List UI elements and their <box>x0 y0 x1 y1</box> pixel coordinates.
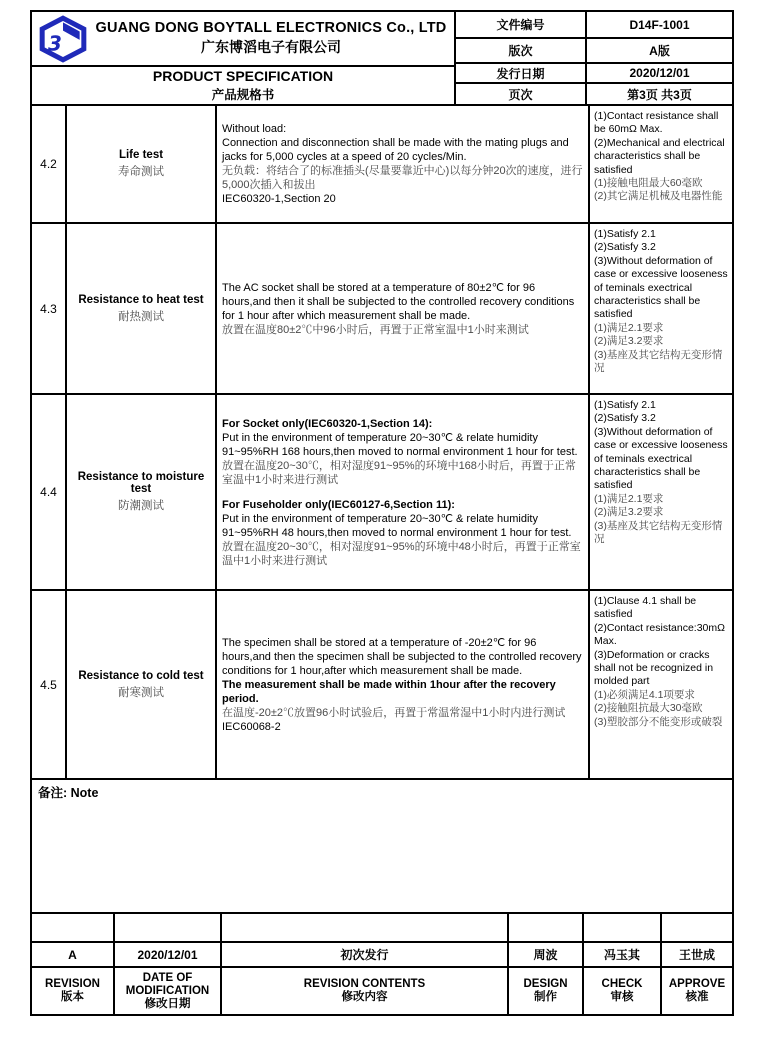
spec-row <box>32 395 732 591</box>
revision-header-row <box>32 968 732 1014</box>
company-block <box>32 12 454 67</box>
text-line: 修改日期 <box>144 997 191 1010</box>
spec-test-name-cn: 耐寒测试 <box>118 686 164 699</box>
text-line: The measurement shall be made within 1hour after the recovery period. <box>222 678 556 705</box>
revision-entry-row <box>32 943 732 968</box>
text-line: (2)Mechanical and electrical characteristics shall be satisfied <box>594 136 725 176</box>
spec-test-name <box>67 591 217 778</box>
doc-info-row <box>456 39 732 64</box>
text-line: (2)其它满足机械及电器性能 <box>594 190 723 203</box>
spec-clause-number: 4.2 <box>32 106 67 222</box>
doc-info-label: 发行日期 <box>456 64 587 82</box>
company-logo-icon <box>38 15 88 63</box>
text-line: (3)基座及其它结构无变形情况 <box>594 519 723 546</box>
text-line: DATE OF MODIFICATION <box>125 971 210 997</box>
text-line: 审核 <box>610 991 634 1003</box>
spec-test-name-cn: 寿命测试 <box>118 166 164 178</box>
document-header <box>30 10 734 106</box>
text-line: The specimen shall be stored at a temperature of -20±2℃ for 96 hours,and then the specimen shall be subjected to the controlled recovery conditions for 1 hour,after which measurement shall be made. <box>222 636 582 677</box>
note-label: 备注: Note <box>38 786 99 800</box>
spec-test-name-en: Resistance to moisture test <box>77 471 205 495</box>
text-line: (3)Deformation or cracks shall not be recognized in molded part <box>594 648 714 688</box>
revision-empty-cell <box>32 914 115 941</box>
doc-info-table <box>456 12 732 104</box>
text-line: (1)Satisfy 2.1 <box>594 228 656 240</box>
text-line: The AC socket shall be stored at a temperature of 80±2℃ for 96 hours,and then it shall be subjected to the controlled recovery conditions for 1 hour after which measurement shall be made. <box>222 281 575 322</box>
text-line: (2)Contact resistance:30mΩ Max. <box>594 621 725 648</box>
doc-info-row <box>456 84 732 104</box>
text-line: (3)Without deformation of case or excessive looseness of teminals exectrical characteristics shall be satisfied <box>594 254 728 321</box>
text-line: (1)Clause 4.1 shall be satisfied <box>594 595 697 621</box>
spec-test-description <box>217 395 590 589</box>
spec-test-name-en: Resistance to cold test <box>78 669 204 682</box>
text-line: 版本 <box>61 991 84 1003</box>
revision-empty-cell <box>509 914 584 941</box>
doc-info-value: D14F-1001 <box>629 17 690 32</box>
contents-header <box>222 968 509 1014</box>
header-left <box>32 12 456 104</box>
revision-check <box>584 943 662 966</box>
text-line: 无负载：将结合了的标准插头(尽量要靠近中心)以每分钟20次的速度，进行5,000次插入和拔出 <box>222 165 583 191</box>
spec-row <box>32 106 732 224</box>
text-line: IEC60068-2 <box>222 720 281 733</box>
doc-info-value: 第3页 共3页 <box>627 87 692 102</box>
doc-info-label: 页次 <box>456 84 587 104</box>
text-line: (3)基座及其它结构无变形情况 <box>594 348 723 375</box>
text-line: 2020/12/01 <box>137 947 198 962</box>
revision-empty-cell <box>222 914 509 941</box>
text-line: (1)Satisfy 2.1 <box>594 399 656 411</box>
revision-value <box>32 943 115 966</box>
text-line: For Fuseholder only(IEC60127-6,Section 11): <box>222 498 455 511</box>
text-line: 初次发行 <box>340 948 389 962</box>
text-line: 王世成 <box>678 948 715 962</box>
document-title-block <box>32 67 454 104</box>
text-line: (2)接触阻抗最大30毫欧 <box>594 702 703 715</box>
spec-test-description <box>217 106 590 222</box>
spec-row <box>32 224 732 395</box>
text-line: 制作 <box>534 991 557 1003</box>
spec-clause-number: 4.4 <box>32 395 67 589</box>
spec-test-name <box>67 224 217 393</box>
spec-test-description <box>217 591 590 778</box>
spec-test-requirement <box>590 106 732 222</box>
revision-date <box>115 943 222 966</box>
text-line: CHECK <box>601 978 643 990</box>
revision-header <box>32 968 115 1014</box>
revision-contents <box>222 943 509 966</box>
design-header <box>509 968 584 1014</box>
spec-row <box>32 591 732 778</box>
spec-test-requirement <box>590 224 732 393</box>
text-line: 修改内容 <box>341 991 388 1003</box>
spec-clause-number: 4.5 <box>32 591 67 778</box>
doc-info-value: 2020/12/01 <box>629 66 690 80</box>
company-name-en: GUANG DONG BOYTALL ELECTRONICS Co., LTD <box>95 20 447 36</box>
revision-table <box>30 912 734 1016</box>
text-line: 放置在温度20~30℃，相对湿度91~95%的环境中168小时后，再置于正常室温中1小时来进行测试 <box>222 459 576 486</box>
company-name-cn: 广东博滔电子有限公司 <box>201 39 341 55</box>
text-line: DESIGN <box>523 978 568 990</box>
text-line: 周波 <box>533 948 558 962</box>
svg-text:3: 3 <box>48 31 62 56</box>
revision-empty-cell <box>662 914 732 941</box>
text-line: (3)Without deformation of case or excessive looseness of teminals exectrical characteristics shall be satisfied <box>594 425 728 492</box>
blank-line <box>222 487 583 498</box>
spec-test-requirement <box>590 591 732 778</box>
text-line: 在温度-20±2℃放置96小时试验后，再置于常温常湿中1小时内进行测试 <box>222 706 566 719</box>
doc-info-row <box>456 64 732 84</box>
text-line: REVISION <box>45 978 100 990</box>
spec-test-name <box>67 395 217 589</box>
revision-empty-cell <box>584 914 662 941</box>
text-line: Connection and disconnection shall be made with the mating plugs and jacks for 5,000 cycles at a speed of 20 cycles/Min. <box>222 137 569 163</box>
text-line: (3)塑胶部分不能变形或破裂 <box>594 715 723 728</box>
text-line: (2)满足3.2要求 <box>594 506 664 519</box>
company-names <box>94 20 448 57</box>
spec-test-name <box>67 106 217 222</box>
text-line: 放置在温度20~30℃，相对湿度91~95%的环境中48小时后，再置于正常室温中1小时来进行测试 <box>222 540 581 567</box>
doc-info-value: A版 <box>649 44 670 58</box>
spec-table <box>30 104 734 780</box>
doc-info-label: 版次 <box>456 39 587 62</box>
text-line: For Socket only(IEC60320-1,Section 14): <box>222 417 433 430</box>
spec-test-name-en: Life test <box>118 149 164 161</box>
text-line: (2)Satisfy 3.2 <box>594 412 656 425</box>
revision-approve <box>662 943 732 966</box>
text-line: A <box>68 947 77 962</box>
spec-test-name-cn: 耐热测试 <box>118 310 164 323</box>
text-line: Without load: <box>222 123 287 135</box>
revision-design <box>509 943 584 966</box>
doc-info-label: 文件编号 <box>456 12 587 37</box>
check-header <box>584 968 662 1014</box>
spec-test-requirement <box>590 395 732 589</box>
text-line: APPROVE <box>668 978 726 990</box>
approve-header <box>662 968 732 1014</box>
date-header <box>115 968 222 1014</box>
spec-clause-number: 4.3 <box>32 224 67 393</box>
text-line: 放置在温度80±2℃中96小时后，再置于正常室温中1小时来测试 <box>222 323 529 336</box>
text-line: Put in the environment of temperature 20~30℃ & relate humidity 91~95%RH 48 hours,then moved to normal environment 1 hour for test. <box>222 512 572 539</box>
doc-info-row <box>456 12 732 39</box>
specification-sheet <box>30 10 734 1016</box>
spec-test-description <box>217 224 590 393</box>
text-line: IEC60320-1,Section 20 <box>222 193 336 205</box>
note-box <box>30 778 734 914</box>
spec-test-name-en: Resistance to heat test <box>78 293 204 306</box>
document-title-en: PRODUCT SPECIFICATION <box>152 68 334 84</box>
text-line: (1)接触电阻最大60毫欧 <box>594 177 703 190</box>
text-line: (1)Contact resistance shall be 60mΩ Max. <box>594 110 719 136</box>
text-line: REVISION CONTENTS <box>303 978 426 990</box>
text-line: (1)满足2.1要求 <box>594 321 664 334</box>
text-line: Put in the environment of temperature 20~30℃ & relate humidity 91~95%RH 168 hours,then moved to normal environment 1 hour for test. <box>222 431 578 458</box>
text-line: (1)必须满足4.1项要求 <box>594 688 695 701</box>
revision-blank-row <box>32 914 732 943</box>
spec-test-name-cn: 防潮测试 <box>118 500 164 512</box>
revision-empty-cell <box>115 914 222 941</box>
text-line: 冯玉其 <box>603 948 640 962</box>
document-title-cn: 产品规格书 <box>211 88 275 102</box>
text-line: (1)满足2.1要求 <box>594 492 664 505</box>
text-line: (2)Satisfy 3.2 <box>594 241 656 254</box>
text-line: (2)满足3.2要求 <box>594 335 664 348</box>
text-line: 核准 <box>685 991 709 1003</box>
